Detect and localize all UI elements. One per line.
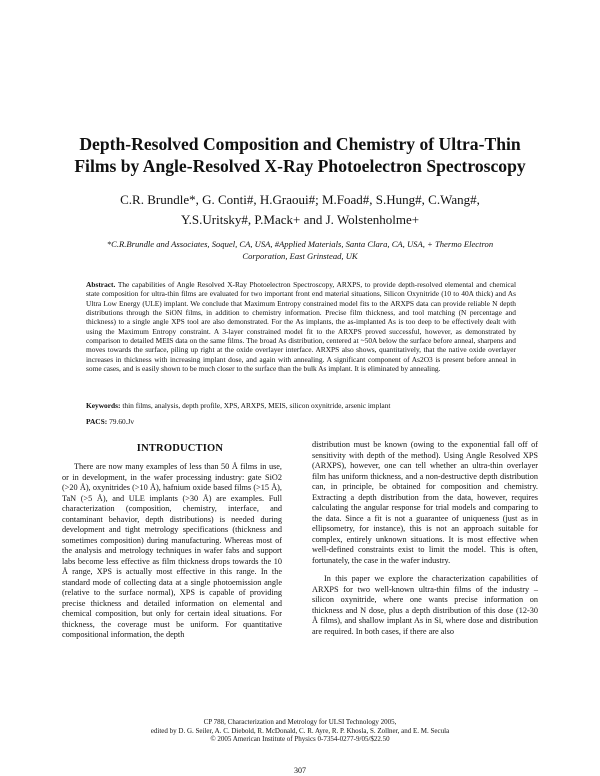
authors-line-2: Y.S.Uritsky#, P.Mack+ and J. Wolstenholme+ xyxy=(180,212,420,227)
title-line-1: Depth-Resolved Composition and Chemistry of Ultra-Thin xyxy=(79,134,521,154)
keywords-text: thin films, analysis, depth profile, XPS, ARXPS, MEIS, silicon oxynitride, arsenic implant xyxy=(122,401,391,410)
intro-right-paragraph-1: distribution must be known (owing to the exponential fall off of sensitivity with depth of the method). Using Angle Resolved XPS (ARXPS), however, one can tell whether an ultra-thin overlayer film has uniform thickness, and a non-destructive depth distribution can, in principle, be obtained for composition and chemistry. Extracting a depth distribution from the data, however, requires calculating the angular response for trial models and comparing to the data. Since a fit is not a guarantee of uniqueness (just as in ellipsometry, for instance), this is not an approach suitable for complex, entirely unknown situations. It is most effective when well-defined constraints exist to limit the model. This is often, fortunately, the case in the wafer industry. xyxy=(312,440,538,565)
intro-right-column xyxy=(312,440,538,637)
author-list xyxy=(70,190,530,230)
pacs-label: PACS: xyxy=(86,417,108,426)
authors-line-1: C.R. Brundle*, G. Conti#, H.Graoui#; M.Foad#, S.Hung#, C.Wang#, xyxy=(120,192,480,207)
pacs xyxy=(86,417,516,427)
abstract-text: The capabilities of Angle Resolved X-Ray Photoelectron Spectroscopy, ARXPS, to provide depth-resolved elemental and chemical state composition for ultra-thin films are evaluated for two important front end material situations, Silicon Oxynitride (10 to 40A thick) and As Ultra Low Energy (ULE) implant. We conclude that Maximum Entropy constrained model fits to the ARXPS data can provide reliable N depth distributions through the SiON films, in addition to chemistry information. Precise film thickness, and tool matching (N percentage and thickness) to a single angle XPS tool are also demonstrated. For the As implants, the as-implanted As is too deep to be effectively dealt with using the Maximum Entropy constraint. A 3-layer constrained model fit to the ARXPS proved successful, however, as demonstrated by comparison to detailed MEIS data on the same films. The broad As distribution, centered at ~50A below the surface before anneal, sharpens and moves towards the surface, piling up right at the oxide overlayer interface. ARXPS also shows, quantitatively, that the native oxide overlayer increases in thickness with increasing implant dose, and again with annealing. A significant component of As2O3 is present before anneal in some cases, and is easily shown to be much closer to the surface than the bulk As implant. It is eliminated by annealing. xyxy=(86,280,516,374)
abstract xyxy=(86,280,516,373)
footer-line-2: edited by D. G. Seiler, A. C. Diebold, R. McDonald, C. R. Ayre, R. P. Khosla, S. Zollner, and E. M. Secula xyxy=(150,726,450,735)
intro-left-paragraph: There are now many examples of less than 50 Å films in use, or in development, in the wafer processing industry: gate SiO2 (>20 Å), oxynitrides (>10 Å), hafnium oxide based films (>15 Å), TaN (>5 Å), and ULE implants (>30 Å) are examples. Full characterization (composition, chemistry, interface, and contaminant behavior, depth distributions) is needed during development and tight metrology specifications (thickness and sometimes composition) during manufacturing. Whereas most of the analysis and metrology techniques in wafer fabs and support labs become less effective as film thickness drops towards the 10 Å range, XPS is actually most effective in this range. In the standard mode of collecting data at a single photoemission angle (relative to the surface normal), XPS is capable of providing precise thickness and detailed information on elemental and chemical composition, but only for certain ideal situations. For thickness, the coverage must be uniform. For quantitative compositional information, the depth xyxy=(62,462,282,639)
page-number: 307 xyxy=(294,766,306,775)
publication-footer xyxy=(80,718,520,744)
section-heading-introduction: INTRODUCTION xyxy=(136,443,224,454)
affiliations xyxy=(70,238,530,262)
affiliation-line-1: *C.R.Brundle and Associates, Soquel, CA, USA, #Applied Materials, Santa Clara, CA, USA, + Thermo Electron xyxy=(106,239,494,249)
title-line-2: Films by Angle-Resolved X-Ray Photoelectron Spectroscopy xyxy=(74,156,526,176)
footer-line-1: CP 788, Characterization and Metrology for ULSI Technology 2005, xyxy=(203,718,397,726)
intro-left-column xyxy=(62,462,282,641)
paper-title xyxy=(60,133,540,177)
affiliation-line-2: Corporation, East Grinstead, UK xyxy=(242,251,358,261)
pacs-text: 79.60.Jv xyxy=(109,417,135,426)
intro-right-paragraph-2: In this paper we explore the characterization capabilities of ARXPS for two well-known ultra-thin films of the industry – silicon oxynitride, where one wants precise information on thickness and N dose, plus a depth distribution of this dose (12-30 Å films), and shallow implant As in Si, where dose and distribution are required. In both cases, if there are also xyxy=(312,574,538,636)
abstract-label: Abstract. xyxy=(86,280,116,289)
footer-line-3: © 2005 American Institute of Physics 0-7354-0277-9/05/$22.50 xyxy=(210,735,390,744)
keywords xyxy=(86,401,516,411)
keywords-label: Keywords: xyxy=(86,401,121,410)
